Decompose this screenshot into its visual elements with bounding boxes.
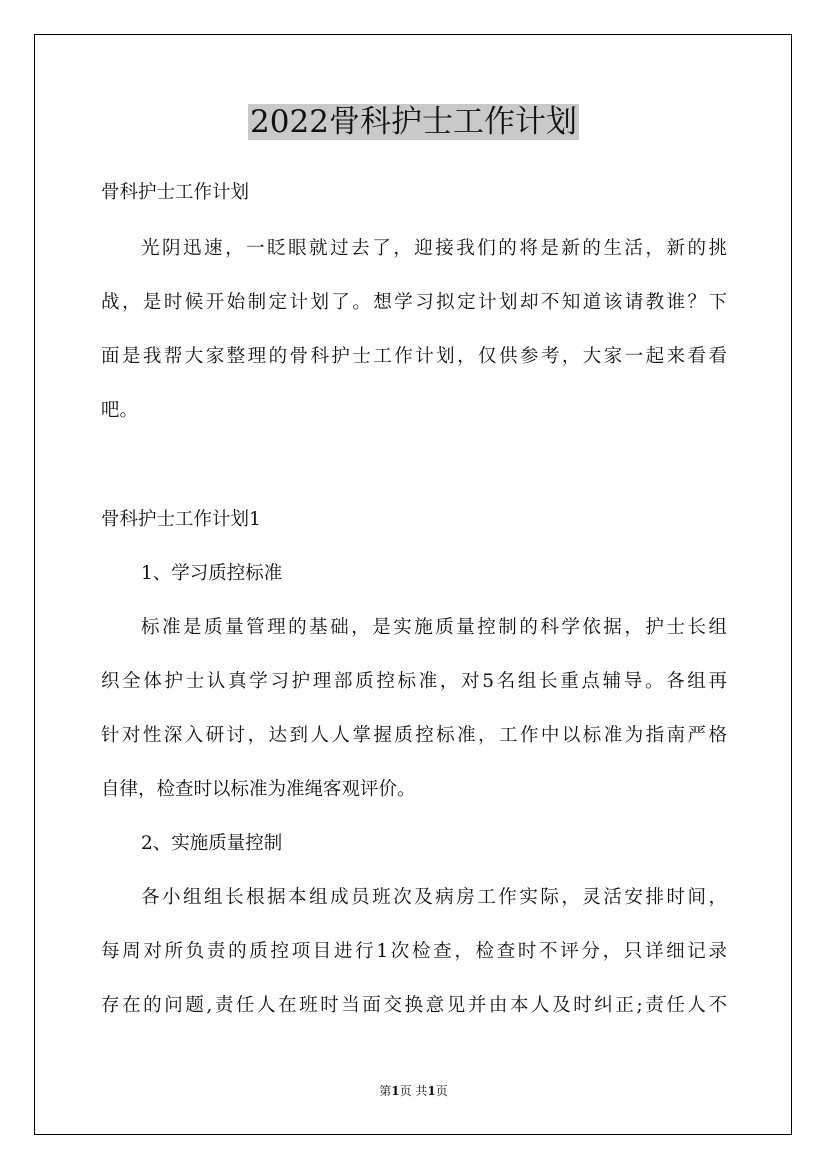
intro-line-1: 光阴迅速，一眨眼就过去了，迎接我们的将是新的生活，新的挑	[141, 238, 727, 259]
item1-line-2: 织全体护士认真学习护理部质控标准，对5名组长重点辅导。各组再	[101, 671, 727, 692]
document-subtitle: 骨科护士工作计划	[101, 182, 250, 203]
item2-heading: 2、实施质量控制	[141, 833, 283, 854]
footer-page-prefix: 第	[379, 1084, 392, 1098]
item1-line-1: 标准是质量管理的基础，是实施质量控制的科学依据，护士长组	[141, 617, 727, 638]
item1-line-3: 针对性深入研讨，达到人人掌握质控标准，工作中以标准为指南严格	[101, 725, 727, 746]
footer-page-total: 1	[427, 1084, 436, 1098]
section-title: 骨科护士工作计划1	[101, 509, 261, 530]
item1-line-4: 自律，检查时以标准为准绳客观评价。	[101, 779, 416, 800]
footer-page-suffix: 页	[435, 1084, 448, 1098]
document-title-text: 2022骨科护士工作计划	[250, 104, 577, 140]
footer-page-number: 1	[391, 1084, 400, 1098]
item2-line-2: 每周对所负责的质控项目进行1次检查，检查时不评分，只详细记录	[101, 941, 727, 962]
intro-line-2: 战，是时候开始制定计划了。想学习拟定计划却不知道该请教谁？下	[101, 292, 727, 313]
document-title	[0, 101, 827, 143]
footer-page-mid: 页 共	[399, 1084, 428, 1098]
item2-line-3: 存在的问题,责任人在班时当面交换意见并由本人及时纠正;责任人不	[101, 995, 727, 1016]
item1-heading: 1、学习质控标准	[141, 563, 283, 584]
item2-line-1: 各小组组长根据本组成员班次及病房工作实际，灵活安排时间，	[141, 887, 727, 908]
page-footer	[0, 1083, 827, 1099]
intro-line-4: 吧。	[101, 400, 139, 421]
intro-line-3: 面是我帮大家整理的骨科护士工作计划，仅供参考，大家一起来看看	[101, 346, 727, 367]
